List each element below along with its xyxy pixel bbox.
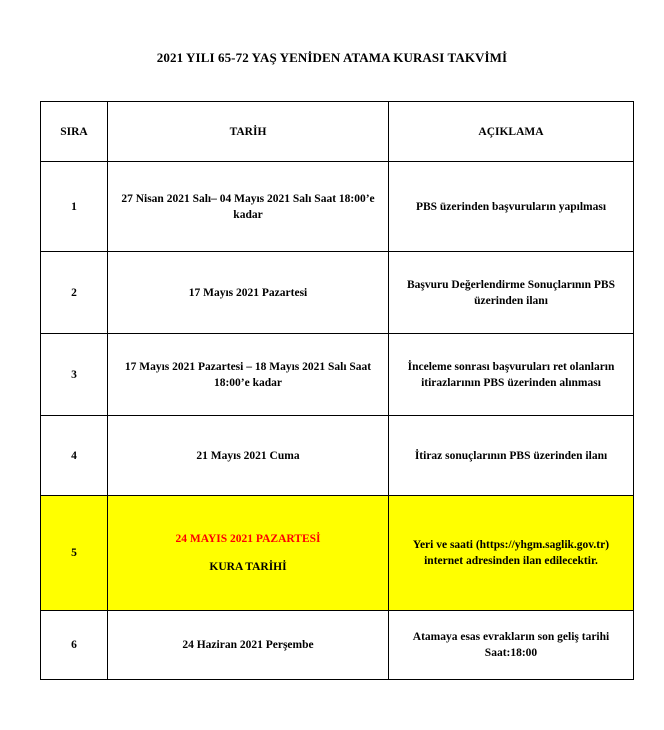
row-number: 1 <box>41 162 108 252</box>
table-header-row <box>41 102 634 162</box>
row-number: 4 <box>41 416 108 496</box>
row-description: Atamaya esas evrakların son geliş tarihi Saat:18:00 <box>389 611 634 680</box>
lottery-date: 24 MAYIS 2021 PAZARTESİ <box>175 533 321 545</box>
row-date: 17 Mayıs 2021 Pazartesi – 18 Mayıs 2021 Salı Saat 18:00’e kadar <box>108 334 389 416</box>
table-row <box>41 252 634 334</box>
table-row <box>41 611 634 680</box>
row-date: 21 Mayıs 2021 Cuma <box>108 416 389 496</box>
table-row-highlighted <box>41 496 634 611</box>
table-row <box>41 416 634 496</box>
row-date: 27 Nisan 2021 Salı– 04 Mayıs 2021 Salı Saat 18:00’e kadar <box>108 162 389 252</box>
row-description: İnceleme sonrası başvuruları ret olanların itirazlarının PBS üzerinden alınması <box>389 334 634 416</box>
header-tarih: TARİH <box>108 102 389 162</box>
row-description: Yeri ve saati (https://yhgm.saglik.gov.tr) internet adresinden ilan edilecektir. <box>389 496 634 611</box>
table-row <box>41 162 634 252</box>
row-description: İtiraz sonuçlarının PBS üzerinden ilanı <box>389 416 634 496</box>
row-number: 3 <box>41 334 108 416</box>
row-number: 2 <box>41 252 108 334</box>
row-date: 17 Mayıs 2021 Pazartesi <box>108 252 389 334</box>
row-number: 6 <box>41 611 108 680</box>
header-sira: SIRA <box>41 102 108 162</box>
header-aciklama: AÇIKLAMA <box>389 102 634 162</box>
lottery-date-label: KURA TARİHİ <box>209 561 287 573</box>
document-title: 2021 YILI 65-72 YAŞ YENİDEN ATAMA KURASI TAKVİMİ <box>156 50 508 65</box>
row-number: 5 <box>41 496 108 611</box>
schedule-table <box>40 101 634 680</box>
row-description: Başvuru Değerlendirme Sonuçlarının PBS üzerinden ilanı <box>389 252 634 334</box>
row-description: PBS üzerinden başvuruların yapılması <box>389 162 634 252</box>
row-date-cell <box>108 496 389 611</box>
row-date: 24 Haziran 2021 Perşembe <box>108 611 389 680</box>
table-row <box>41 334 634 416</box>
